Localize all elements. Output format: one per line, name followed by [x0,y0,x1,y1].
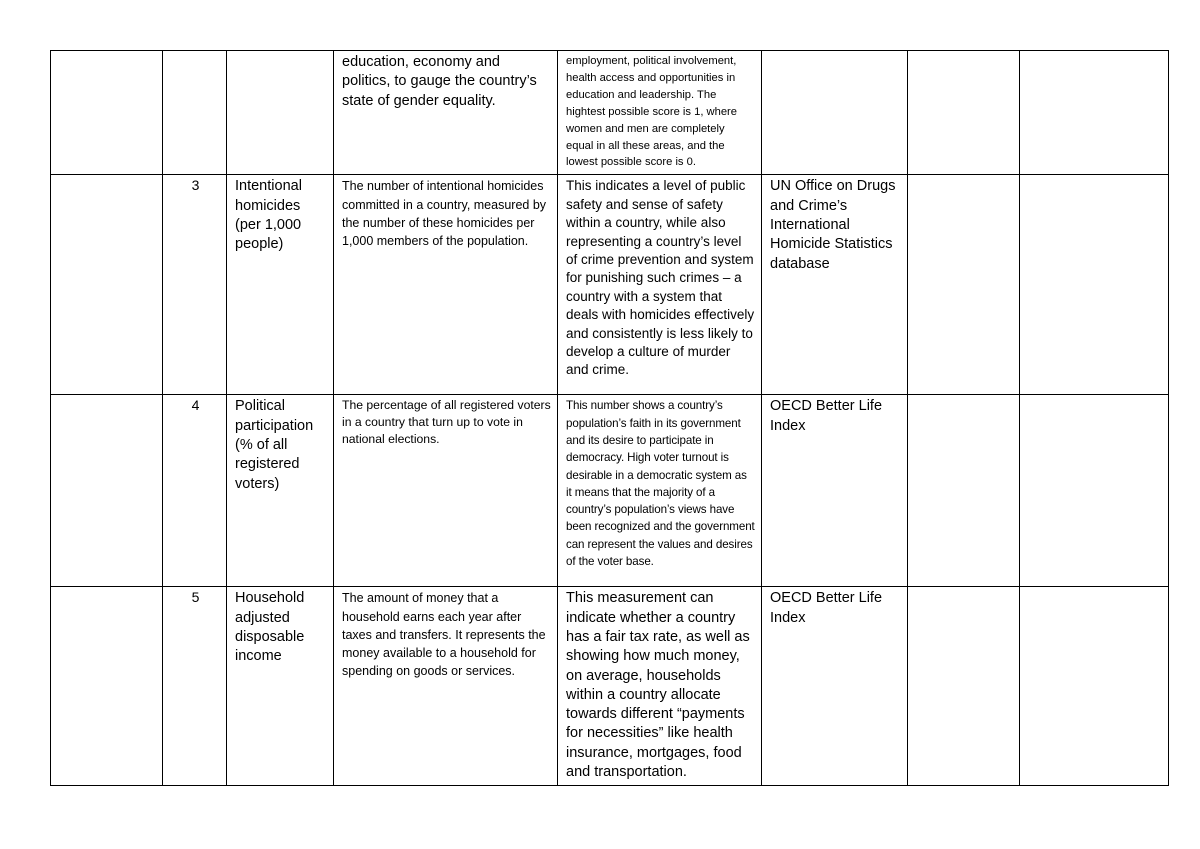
significance-cell: This number shows a country’s population’s faith in its government and its desire to participate in democracy. High voter turnout is desirable in a democratic system as it means that the majority of a country’s population’s views have been recognized and the government can represent the values and desires of the voter base. [558,395,762,587]
source-cell: OECD Better Life Index [762,395,908,587]
blank-cell [908,587,1020,786]
indicator-cell [227,51,334,175]
definition-cell: education, economy and politics, to gauge the country’s state of gender equality. [334,51,558,175]
source-cell: UN Office on Drugs and Crime’s International Homicide Statistics database [762,175,908,395]
definition-cell: The percentage of all registered voters in a country that turn up to vote in national elections. [334,395,558,587]
blank-cell [51,175,163,395]
significance-cell: This measurement can indicate whether a country has a fair tax rate, as well as showing how much money, on average, households within a country allocate towards different “payments for necessities” like health insurance, mortgages, food and transportation. [558,587,762,786]
blank-cell [908,175,1020,395]
blank-cell [51,395,163,587]
blank-cell [1020,51,1169,175]
indicator-cell: Political participation (% of all registered voters) [227,395,334,587]
table-row [51,395,1169,587]
significance-cell: employment, political involvement, health access and opportunities in education and leadership. The hightest possible score is 1, where women and men are completely equal in all these areas, and the lowest possible score is 0. [558,51,762,175]
indicator-cell: Intentional homicides (per 1,000 people) [227,175,334,395]
blank-cell [1020,395,1169,587]
row-number [163,51,227,175]
table-row [51,587,1169,786]
definition-cell: The amount of money that a household earns each year after taxes and transfers. It represents the money available to a household for spending on goods or services. [334,587,558,786]
row-number: 4 [163,395,227,587]
source-cell [762,51,908,175]
blank-cell [1020,175,1169,395]
table-row [51,51,1169,175]
blank-cell [51,587,163,786]
indicator-table [50,50,1169,786]
blank-cell [1020,587,1169,786]
row-number: 3 [163,175,227,395]
blank-cell [51,51,163,175]
table-row [51,175,1169,395]
source-cell: OECD Better Life Index [762,587,908,786]
definition-cell: The number of intentional homicides committed in a country, measured by the number of these homicides per 1,000 members of the population. [334,175,558,395]
blank-cell [908,395,1020,587]
blank-cell [908,51,1020,175]
indicator-cell: Household adjusted disposable income [227,587,334,786]
significance-cell: This indicates a level of public safety and sense of safety within a country, while also representing a country’s level of crime prevention and system for punishing such crimes – a country with a system that deals with homicides effectively and consistently is less likely to develop a culture of murder and crime. [558,175,762,395]
row-number: 5 [163,587,227,786]
